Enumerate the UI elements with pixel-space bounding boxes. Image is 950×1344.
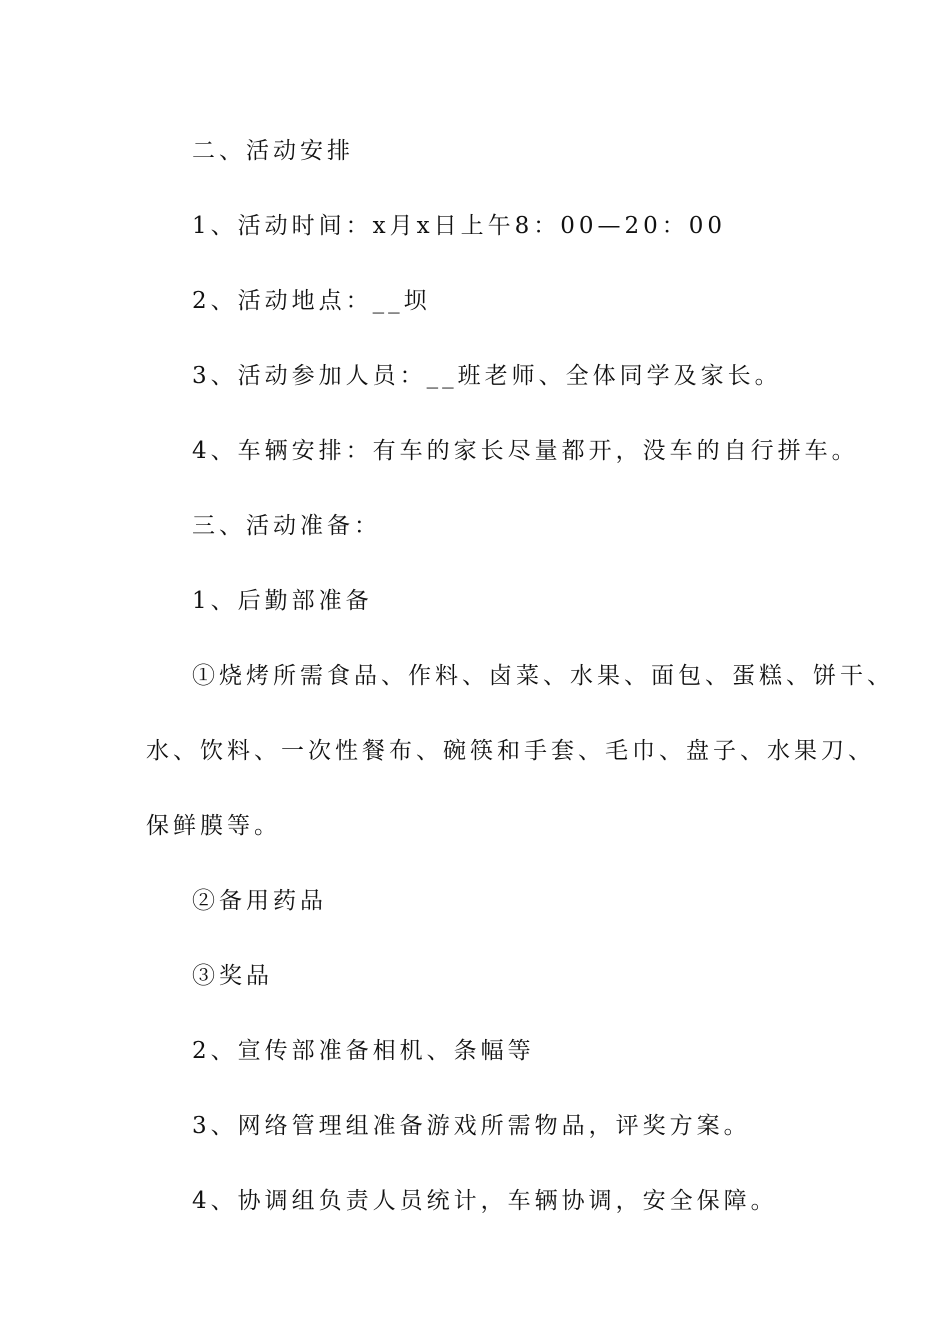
section-heading-activity-arrangement: 二、活动安排 [192,138,354,164]
list-item-activity-location: 2、活动地点：__坝 [192,288,431,314]
list-item-coordination-group: 4、协调组负责人员统计，车辆协调，安全保障。 [192,1188,778,1214]
section-heading-activity-preparation: 三、活动准备： [192,513,381,539]
paragraph-food-supplies-line-3: 保鲜膜等。 [146,813,281,839]
list-item-activity-time: 1、活动时间：x月x日上午8：00—20：00 [192,213,727,239]
list-item-vehicle-arrangement: 4、车辆安排：有车的家长尽量都开，没车的自行拼车。 [192,438,859,464]
list-item-medicine: ②备用药品 [192,888,327,914]
list-item-participants: 3、活动参加人员：__班老师、全体同学及家长。 [192,363,782,389]
list-item-network-group-preparation: 3、网络管理组准备游戏所需物品，评奖方案。 [192,1113,751,1139]
paragraph-food-supplies-line-2: 水、饮料、一次性餐布、碗筷和手套、毛巾、盘子、水果刀、 [146,738,875,764]
list-item-logistics-preparation: 1、后勤部准备 [192,588,373,614]
list-item-prizes: ③奖品 [192,963,273,989]
list-item-publicity-preparation: 2、宣传部准备相机、条幅等 [192,1038,535,1064]
paragraph-food-supplies-line-1: ①烧烤所需食品、作料、卤菜、水果、面包、蛋糕、饼干、 [192,663,894,689]
